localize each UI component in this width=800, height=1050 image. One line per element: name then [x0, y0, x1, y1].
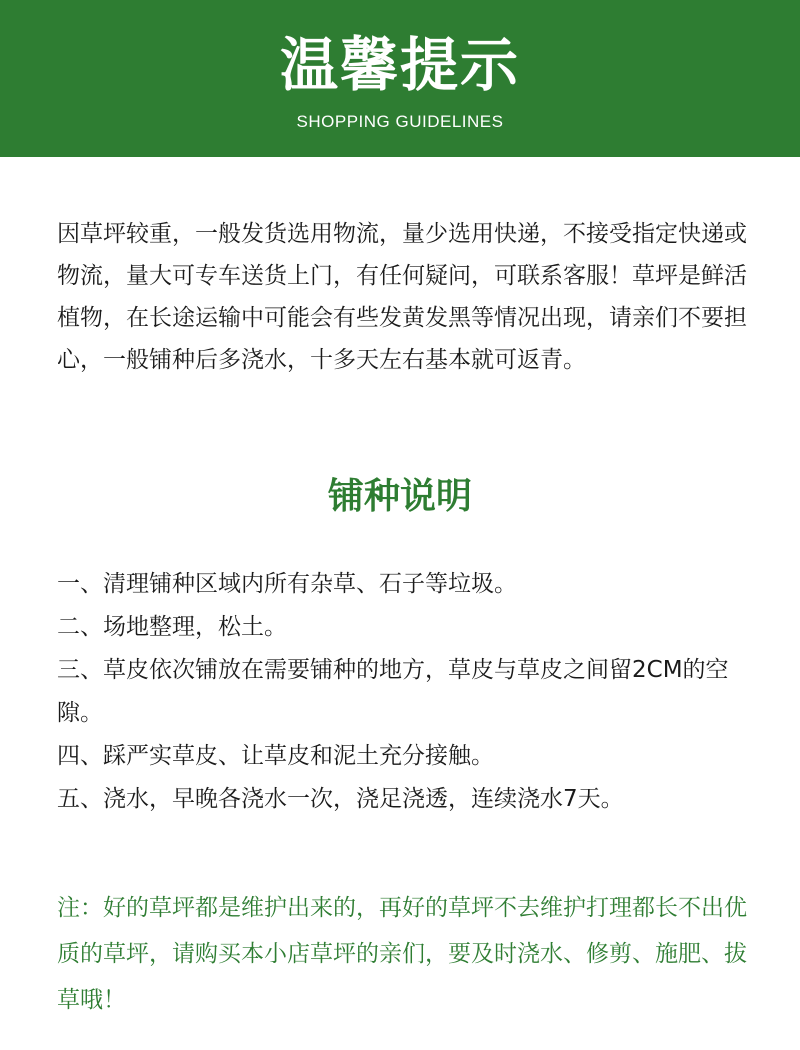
step-item: 五、浇水，早晚各浇水一次，浇足浇透，连续浇水7天。: [57, 786, 624, 812]
step-item: 一、清理铺种区域内所有杂草、石子等垃圾。: [57, 571, 517, 597]
page-title: 温馨提示: [279, 31, 520, 99]
step-item: 三、草皮依次铺放在需要铺种的地方，草皮与草皮之间留2CM的空隙。: [57, 657, 729, 726]
intro-paragraph: 因草坪较重，一般发货选用物流，量少选用快递，不接受指定快递或物流，量大可专车送货上门，有任何疑问，可联系客服！草坪是鲜活植物，在长途运输中可能会有些发黄发黑等情况出现，请亲们不要担心，一般铺种后多浇水，十多天左右基本就可返青。: [57, 221, 747, 373]
steps-list: [57, 563, 762, 821]
header-banner: [0, 0, 800, 157]
care-note: 注：好的草坪都是维护出来的，再好的草坪不去维护打理都长不出优质的草坪，请购买本小店草坪的亲们，要及时浇水、修剪、施肥、拔草哦！: [57, 895, 747, 1013]
section-title: 铺种说明: [327, 476, 472, 517]
page-subtitle: SHOPPING GUIDELINES: [296, 112, 504, 131]
step-item: 二、场地整理，松土。: [57, 614, 287, 640]
step-item: 四、踩严实草皮、让草皮和泥土充分接触。: [57, 743, 494, 769]
